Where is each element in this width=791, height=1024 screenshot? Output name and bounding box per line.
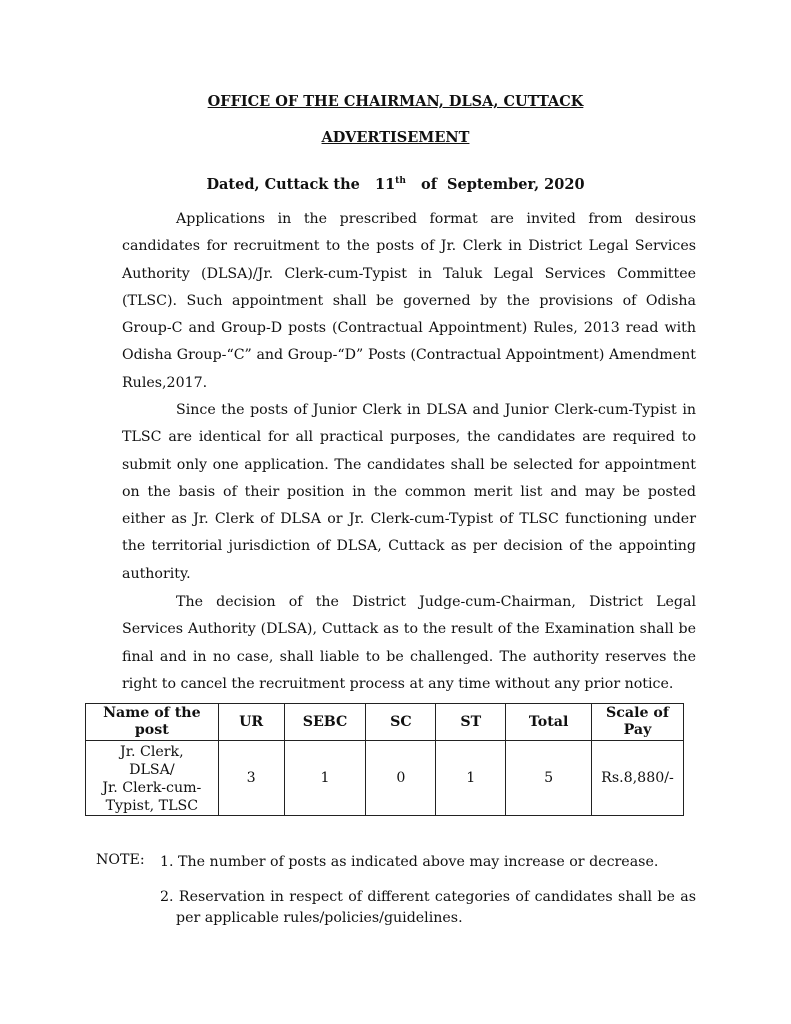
table-header-row [86, 704, 684, 741]
header-sc: SC [366, 704, 436, 741]
note-label: NOTE: [96, 852, 145, 868]
cell-sebc: 1 [284, 741, 366, 816]
paragraph-applications: Applications in the prescribed format are invited from desirous candidates for recruitment to the posts of Jr. Clerk in District Legal Services Authority (DLSA)/Jr. Clerk-cum-Typist in Taluk Legal Services Committee (TLSC). Such appointment shall be governed by the provisions of Odisha Group-C and Group-D posts (Contractual Appointment) Rules, 2013 read with Odisha Group-“C” and Group-“D” Posts (Contractual Appointment) Amendment Rules,2017. [122, 211, 696, 391]
post-line: DLSA/ [129, 762, 175, 778]
paragraph-identical-posts: Since the posts of Junior Clerk in DLSA and Junior Clerk-cum-Typist in TLSC are identical for all practical purposes, the candidates are required to submit only one application. The candidates shall be selected for appointment on the basis of their position in the common merit list and may be posted either as Jr. Clerk of DLSA or Jr. Clerk-cum-Typist of TLSC functioning under the territorial jurisdiction of DLSA, Cuttack as per decision of the appointing authority. [122, 402, 696, 582]
cell-total: 5 [506, 741, 592, 816]
cell-post-name [86, 741, 219, 816]
header-total: Total [506, 704, 592, 741]
header-scale-of-pay: Scale of Pay [592, 704, 684, 741]
posts-table [85, 703, 684, 816]
cell-scale-of-pay: Rs.8,880/- [592, 741, 684, 816]
table-row [86, 741, 684, 816]
date-line [0, 176, 791, 193]
cell-sc: 0 [366, 741, 436, 816]
header-sebc: SEBC [284, 704, 366, 741]
cell-ur: 3 [218, 741, 284, 816]
office-heading: OFFICE OF THE CHAIRMAN, DLSA, CUTTACK [207, 93, 584, 110]
note-item: 2. Reservation in respect of different categories of candidates shall be as per applicable rules/policies/guidelines. [160, 889, 696, 926]
cell-st: 1 [436, 741, 506, 816]
post-line: Jr. Clerk-cum- [102, 780, 202, 796]
date-prefix: Dated, Cuttack the 11 [206, 176, 396, 193]
date-rest: of September, 2020 [405, 176, 585, 193]
post-line: Typist, TLSC [105, 798, 199, 814]
header-st: ST [436, 704, 506, 741]
note-item: 1. The number of posts as indicated above may increase or decrease. [160, 854, 659, 870]
header-ur: UR [218, 704, 284, 741]
date-ordinal-suffix: th [395, 176, 406, 186]
advertisement-title: ADVERTISEMENT [321, 129, 470, 146]
paragraph-decision: The decision of the District Judge-cum-Chairman, District Legal Services Authority (DLSA), Cuttack as to the result of the Examination shall be final and in no case, shall liable to be challenged. The authority reserves the right to cancel the recruitment process at any time without any prior notice. [122, 594, 696, 692]
header-post: Name of the post [86, 704, 219, 741]
post-line: Jr. Clerk, [120, 744, 184, 760]
